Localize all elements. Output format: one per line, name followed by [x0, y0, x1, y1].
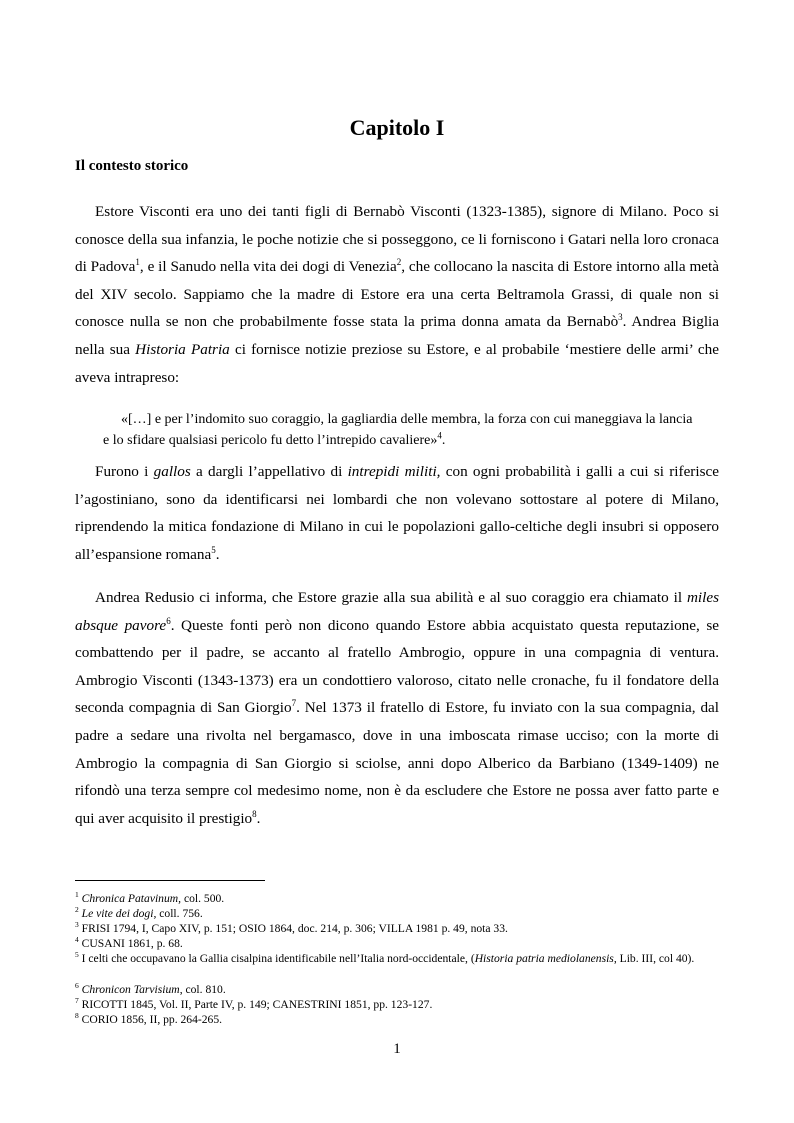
paragraph-text: Andrea Redusio ci informa, che Estore grazie alla sua abilità e al suo coraggio era chiamato il [95, 589, 687, 606]
footnote-3 [75, 922, 719, 936]
footnote-italic: Chronicon Tarvisium [81, 983, 180, 996]
footnote-italic: Historia patria mediolanensis [474, 952, 614, 965]
footnote-5 [75, 952, 719, 966]
footnote-text: CORIO 1856, II, pp. 264-265. [78, 1013, 223, 1026]
page-number: 1 [393, 1041, 401, 1057]
paragraph-text: Estore Visconti era uno dei tanti figli di Bernabò Visconti (1323-1385), signore di Milano. Poco si conosce della sua infanzia, le poche notizie che si posseggono, ce li forniscono i Gatari nella loro cronaca di Padova [75, 203, 719, 276]
block-quote [103, 409, 695, 451]
italic-term: gallos [153, 463, 191, 480]
footnote-number: 5 [75, 950, 79, 960]
footnote-number: 7 [75, 996, 79, 1006]
paragraph-text: . [215, 545, 220, 563]
italic-term: intrepidi militi, [347, 463, 441, 480]
chapter-title: Capitolo I [349, 115, 445, 140]
footnote-6 [75, 983, 719, 997]
footnote-number: 1 [75, 890, 79, 900]
footnote-text: , col. 810. [179, 983, 226, 996]
footnote-text: FRISI 1794, I, Capo XIV, p. 151; OSIO 1864, doc. 214, p. 306; VILLA 1981 p. 49, nota 33. [78, 922, 508, 935]
paragraph-text: . Nel 1373 il fratello di Estore, fu inviato con la sua compagnia, dal padre a sedare una rivolta nel bergamasco, dove in una imboscata rimase ucciso; con la morte di Ambrogio la compagnia di San Giorgio si sciolse, anni dopo Alberico da Barbiano (1349-1409) ne rifondò una terza sempre col medesimo nome, non è da escludere che Estore ne possa aver fatto parte e qui aver acquisito il prestigio [75, 699, 719, 827]
quote-text: «[…] e per l’indomito suo coraggio, la gagliardia delle membra, la forza con cui maneggiava la lancia e lo sfidare qualsiasi pericolo fu detto l’intrepido cavaliere» [103, 412, 693, 448]
quote-text: . [441, 433, 446, 448]
section-title: Il contesto storico [75, 158, 189, 174]
footnote-ref-6[interactable]: 6 [166, 615, 171, 626]
footnote-1 [75, 892, 719, 906]
paragraph-text: a dargli l’appellativo di [190, 463, 348, 480]
footnote-text: I celti che occupavano la Gallia cisalpina identificabile nell’Italia nord-occidentale, ( [78, 952, 475, 965]
footnote-number: 2 [75, 905, 79, 915]
footnote-text: , Lib. III, col 40). [613, 952, 695, 965]
paragraph-text: . Queste fonti però non dicono quando Estore abbia acquistato questa reputazione, se combattendo per il padre, se accanto al fratello Ambrogio, oppure in una compagnia di ventura. Ambrogio Visconti (1343-1373) era un condottiero valoroso, citato nelle cronache, fu il fondatore della seconda compagnia di San Giorgio [75, 616, 720, 717]
paragraph-text: Furono i [95, 463, 154, 480]
footnote-4 [75, 937, 719, 951]
footnote-ref-5[interactable]: 5 [211, 544, 216, 555]
paragraph-text: . Andrea Biglia nella sua [75, 313, 719, 358]
footnote-number: 6 [75, 981, 79, 991]
paragraph-text: , e il Sanudo nella vita dei dogi di Venezia [139, 258, 397, 276]
footnote-text: RICOTTI 1845, Vol. II, Parte IV, p. 149; CANESTRINI 1851, pp. 123-127. [78, 998, 433, 1011]
footnote-ref-4[interactable]: 4 [437, 430, 442, 441]
paragraph-text: ci fornisce notizie preziose su Estore, e al probabile ‘mestiere delle armi’ che aveva intrapreso: [75, 340, 720, 386]
paragraph-3 [75, 584, 719, 832]
footnote-number: 8 [75, 1011, 79, 1021]
footnote-italic: Chronica Patavinum, [81, 892, 182, 905]
footnote-ref-3[interactable]: 3 [618, 312, 623, 323]
footnote-number: 3 [75, 920, 79, 930]
footnote-separator [75, 880, 265, 881]
footnote-text: CUSANI 1861, p. 68. [78, 937, 183, 950]
footnote-ref-1[interactable]: 1 [135, 257, 140, 268]
italic-title: Historia Patria [135, 340, 230, 358]
footnote-ref-2[interactable]: 2 [396, 257, 402, 268]
footnote-ref-7[interactable]: 7 [291, 698, 297, 709]
footnote-8 [75, 1013, 719, 1027]
footnote-7 [75, 998, 719, 1012]
italic-term: miles absque pavore [75, 589, 719, 634]
footnote-italic: Le vite dei dogi, [81, 907, 157, 920]
paragraph-1 [75, 198, 719, 391]
paragraph-text: , che collocano la nascita di Estore intorno alla metà del XIV secolo. Sappiamo che la madre di Estore era una certa Beltramola Grassi, di quale non si conosce nulla se non che probabilmente fosse stata la prima donna amata da Bernabò [75, 258, 719, 331]
footnote-text: col. 500. [181, 892, 225, 905]
footnote-text: coll. 756. [156, 907, 203, 920]
paragraph-text: . [256, 809, 261, 827]
footnote-number: 4 [75, 935, 79, 945]
paragraph-text: con ogni probabilità i galli a cui si riferisce l’agostiniano, sono da identificarsi nei lombardi che non volevano sottostare al potere di Milano, riprendendo la mitica fondazione di Milano in cui le popolazioni gallo-celtiche degli insubri si opposero all’espansione romana [75, 463, 719, 563]
footnote-ref-8[interactable]: 8 [252, 808, 257, 819]
paragraph-2 [75, 458, 719, 568]
footnote-2 [75, 907, 719, 921]
